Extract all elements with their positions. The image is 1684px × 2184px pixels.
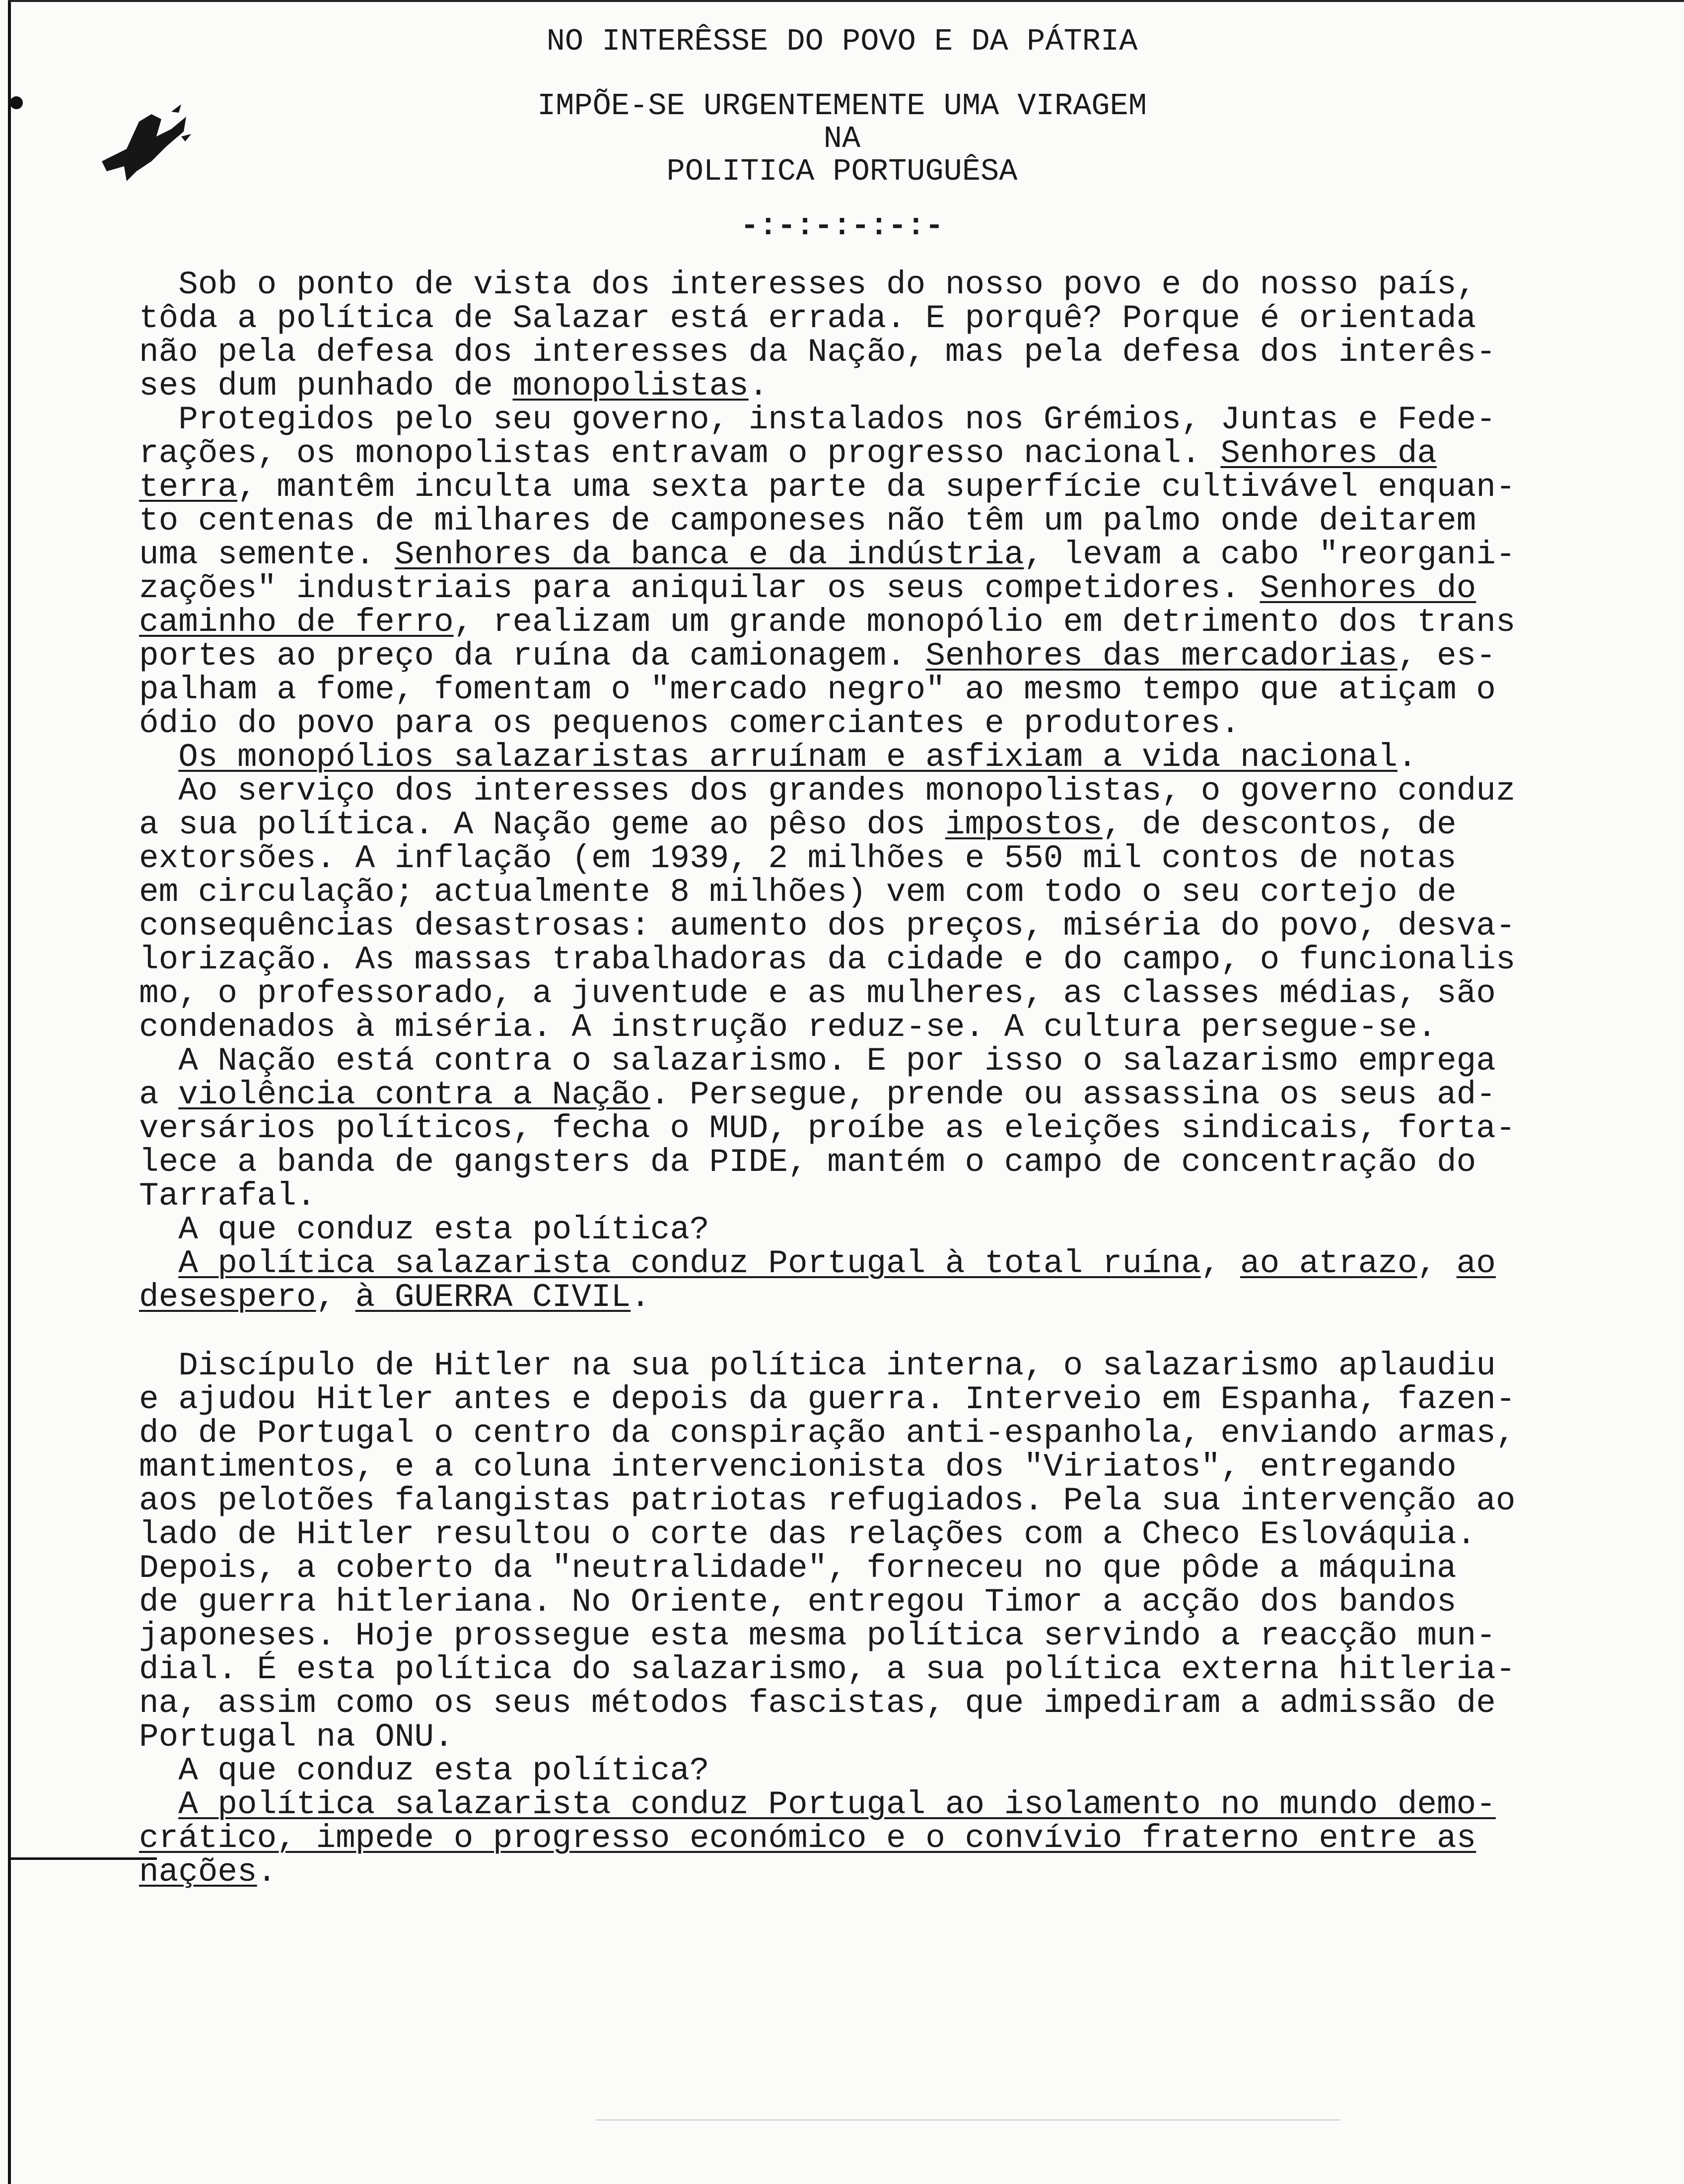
text-fragment: a bbox=[139, 1076, 179, 1113]
header-separator: -:-:-:-:-:- bbox=[740, 208, 944, 244]
text-line bbox=[139, 1450, 1544, 1484]
text-line bbox=[139, 1011, 1544, 1044]
text-fragment: consequências desastrosas: aumento dos preços, miséria do povo, desva- bbox=[139, 907, 1516, 945]
text-fragment: ses dum punhado de bbox=[139, 367, 513, 405]
text-fragment: portes ao preço da ruína da camionagem. bbox=[139, 637, 926, 675]
text-fragment: na, assim como os seus métodos fascistas, que impediram a admissão de bbox=[139, 1685, 1496, 1722]
underlined-phrase: Senhores das mercadorias bbox=[925, 637, 1398, 675]
text-fragment: rações, os monopolistas entravam o progresso nacional. bbox=[139, 435, 1221, 472]
text-fragment: , bbox=[316, 1279, 355, 1316]
text-line bbox=[139, 1687, 1544, 1720]
paragraph-gap bbox=[139, 1314, 1544, 1349]
text-fragment: , levam a cabo "reorgani- bbox=[1024, 536, 1516, 573]
text-fragment bbox=[139, 739, 178, 776]
text-line bbox=[139, 1146, 1544, 1179]
text-fragment: , realizam um grande monopólio em detrimento dos trans bbox=[453, 604, 1516, 641]
underlined-phrase: caminho de ferro bbox=[139, 604, 454, 641]
underlined-phrase: monopolistas bbox=[512, 367, 749, 405]
text-fragment: , bbox=[1200, 1245, 1240, 1282]
underlined-phrase: Os monopólios salazaristas arruínam e asfixiam a vida nacional bbox=[178, 739, 1398, 776]
underlined-phrase: ao bbox=[1456, 1245, 1496, 1282]
text-line bbox=[139, 741, 1544, 774]
text-fragment: Depois, a coberto da "neutralidade", forneceu no que pôde a máquina bbox=[139, 1550, 1457, 1587]
text-line bbox=[139, 1518, 1544, 1552]
text-line bbox=[139, 842, 1544, 876]
text-fragment: Sob o ponto de vista dos interesses do nosso povo e do nosso país, bbox=[139, 266, 1476, 303]
text-fragment: versários políticos, fecha o MUD, proíbe as eleições sindicais, forta- bbox=[139, 1110, 1516, 1147]
text-fragment: . bbox=[1397, 739, 1417, 776]
text-line bbox=[139, 1484, 1544, 1518]
page-top-edge bbox=[8, 0, 1684, 2]
text-fragment: to centenas de milhares de camponeses não têm um palmo onde deitarem bbox=[139, 502, 1476, 540]
text-fragment: lado de Hitler resultou o corte das relações com a Checo Eslováquia. bbox=[139, 1516, 1476, 1553]
underlined-phrase: crático, impede o progresso económico e o convívio fraterno entre as bbox=[139, 1820, 1476, 1857]
text-line bbox=[139, 876, 1544, 909]
text-line bbox=[139, 1720, 1544, 1754]
text-fragment: do de Portugal o centro da conspiração anti-espanhola, enviando armas, bbox=[139, 1415, 1516, 1452]
page-left-edge bbox=[8, 0, 11, 2184]
underlined-phrase: A política salazarista conduz Portugal ao isolamento no mundo demo- bbox=[178, 1786, 1496, 1823]
underlined-phrase: à GUERRA CIVIL bbox=[355, 1279, 631, 1316]
text-fragment: mantimentos, e a coluna intervencionista dos "Viriatos", entregando bbox=[139, 1448, 1457, 1486]
text-fragment: lece a banda de gangsters da PIDE, mantém o campo de concentração do bbox=[139, 1144, 1476, 1181]
text-line bbox=[139, 1585, 1544, 1619]
text-line bbox=[139, 639, 1544, 673]
underlined-phrase: Senhores da banca e da indústria bbox=[394, 536, 1024, 573]
text-fragment: aos pelotões falangistas patriotas refugiados. Pela sua intervenção ao bbox=[139, 1482, 1516, 1519]
text-fragment: , mantêm inculta uma sexta parte da superfície cultivável enquan- bbox=[237, 469, 1516, 506]
text-line bbox=[139, 1417, 1544, 1450]
text-line bbox=[139, 1112, 1544, 1146]
text-line bbox=[139, 336, 1544, 369]
underlined-phrase: ao atrazo bbox=[1240, 1245, 1417, 1282]
text-fragment bbox=[139, 1245, 178, 1282]
text-line bbox=[139, 606, 1544, 639]
text-fragment: lorização. As massas trabalhadoras da cidade e do campo, o funcionalis bbox=[139, 941, 1516, 978]
text-fragment: zações" industriais para aniquilar os seus competidores. bbox=[139, 570, 1260, 607]
page-edge-mark bbox=[8, 1857, 157, 1860]
text-line bbox=[139, 1078, 1544, 1112]
underlined-phrase: Senhores da bbox=[1220, 435, 1437, 472]
text-fragment: . bbox=[748, 367, 769, 405]
text-line bbox=[139, 504, 1544, 538]
header-line-4: POLITICA PORTUGUÊSA bbox=[666, 154, 1018, 189]
text-line bbox=[139, 1619, 1544, 1653]
text-line bbox=[139, 1044, 1544, 1078]
text-fragment: condenados à miséria. A instrução reduz-se. A cultura persegue-se. bbox=[139, 1009, 1437, 1046]
text-fragment: em circulação; actualmente 8 milhões) vem com todo o seu cortejo de bbox=[139, 874, 1457, 911]
document-body bbox=[139, 268, 1544, 1889]
underlined-phrase: Senhores do bbox=[1260, 570, 1476, 607]
text-fragment: Portugal na ONU. bbox=[139, 1718, 454, 1756]
text-fragment: a sua política. A Nação geme ao pêso dos bbox=[139, 806, 945, 843]
text-fragment: não pela defesa dos interesses da Nação, mas pela defesa dos interês- bbox=[139, 334, 1496, 371]
text-line bbox=[139, 673, 1544, 707]
text-line bbox=[139, 471, 1544, 504]
underlined-phrase: desespero bbox=[139, 1279, 316, 1316]
text-line bbox=[139, 707, 1544, 741]
underlined-phrase: violência contra a Nação bbox=[178, 1076, 650, 1113]
text-line bbox=[139, 268, 1544, 302]
header-line-2: IMPÕE-SE URGENTEMENTE UMA VIRAGEM bbox=[537, 88, 1147, 124]
text-line bbox=[139, 1247, 1544, 1281]
text-line bbox=[139, 1754, 1544, 1788]
text-line bbox=[139, 1349, 1544, 1383]
text-line bbox=[139, 1822, 1544, 1855]
header-line-1: NO INTERÊSSE DO POVO E DA PÁTRIA bbox=[546, 24, 1138, 59]
text-line bbox=[139, 1179, 1544, 1213]
text-fragment: A que conduz esta política? bbox=[139, 1752, 709, 1789]
bottom-scan-line bbox=[596, 2119, 1340, 2120]
text-fragment: , es- bbox=[1397, 637, 1496, 675]
text-fragment: mo, o professorado, a juventude e as mulheres, as classes médias, são bbox=[139, 975, 1496, 1012]
text-fragment: dial. É esta política do salazarismo, a sua política externa hitleria- bbox=[139, 1651, 1516, 1688]
underlined-phrase: terra bbox=[139, 469, 238, 506]
text-line bbox=[139, 1281, 1544, 1314]
text-fragment: e ajudou Hitler antes e depois da guerra. Interveio em Espanha, fazen- bbox=[139, 1381, 1516, 1418]
underlined-phrase: nações bbox=[139, 1853, 257, 1891]
text-line bbox=[139, 437, 1544, 471]
text-line bbox=[139, 1855, 1544, 1889]
text-line bbox=[139, 538, 1544, 572]
text-line bbox=[139, 977, 1544, 1011]
text-fragment: . bbox=[257, 1853, 277, 1891]
text-fragment bbox=[139, 1786, 178, 1823]
text-line bbox=[139, 1213, 1544, 1247]
text-line bbox=[139, 909, 1544, 943]
text-fragment: Protegidos pelo seu governo, instalados nos Grémios, Juntas e Fede- bbox=[139, 401, 1496, 438]
text-line bbox=[139, 808, 1544, 842]
text-fragment: tôda a política de Salazar está errada. E porquê? Porque é orientada bbox=[139, 300, 1476, 337]
text-line bbox=[139, 943, 1544, 977]
text-line bbox=[139, 572, 1544, 606]
text-line bbox=[139, 1653, 1544, 1687]
text-line bbox=[139, 1552, 1544, 1585]
text-fragment: japoneses. Hoje prossegue esta mesma política servindo a reacção mun- bbox=[139, 1617, 1496, 1654]
text-fragment: , de descontos, de bbox=[1102, 806, 1457, 843]
text-line bbox=[139, 302, 1544, 336]
text-fragment: extorsões. A inflação (em 1939, 2 milhões e 550 mil contos de notas bbox=[139, 840, 1457, 877]
underlined-phrase: A política salazarista conduz Portugal à total ruína bbox=[178, 1245, 1201, 1282]
underlined-phrase: impostos bbox=[945, 806, 1103, 843]
text-fragment: . bbox=[631, 1279, 650, 1316]
text-line bbox=[139, 369, 1544, 403]
text-fragment: Discípulo de Hitler na sua política interna, o salazarismo aplaudiu bbox=[139, 1347, 1496, 1384]
text-line bbox=[139, 774, 1544, 808]
text-fragment: de guerra hitleriana. No Oriente, entregou Timor a acção dos bandos bbox=[139, 1583, 1457, 1621]
text-line bbox=[139, 1788, 1544, 1822]
text-fragment: Ao serviço dos interesses dos grandes monopolistas, o governo conduz bbox=[139, 772, 1516, 810]
text-fragment: A que conduz esta política? bbox=[139, 1211, 709, 1248]
text-fragment: . Persegue, prende ou assassina os seus ad- bbox=[650, 1076, 1496, 1113]
text-line bbox=[139, 403, 1544, 437]
text-fragment: A Nação está contra o salazarismo. E por isso o salazarismo emprega bbox=[139, 1042, 1496, 1080]
text-fragment: ódio do povo para os pequenos comerciantes e produtores. bbox=[139, 705, 1240, 742]
text-fragment: palham a fome, fomentam o "mercado negro" ao mesmo tempo que atiçam o bbox=[139, 671, 1496, 708]
text-fragment: Tarrafal. bbox=[139, 1177, 316, 1215]
text-fragment: , bbox=[1417, 1245, 1457, 1282]
header-line-3: NA bbox=[823, 121, 861, 156]
text-fragment: uma semente. bbox=[139, 536, 395, 573]
text-line bbox=[139, 1383, 1544, 1417]
